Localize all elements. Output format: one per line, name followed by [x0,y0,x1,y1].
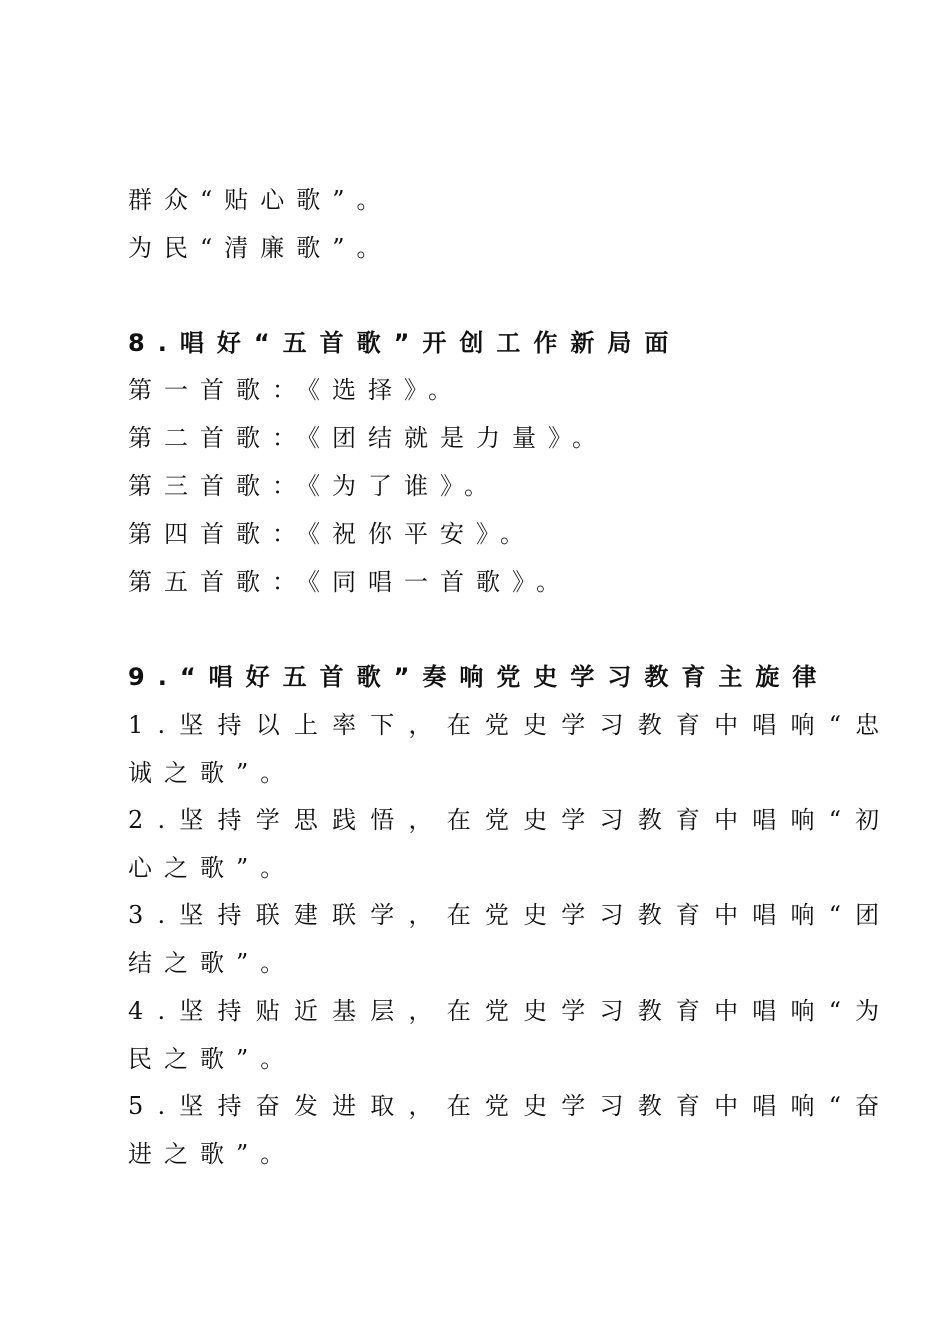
section-8-heading: 8.唱好“五首歌”开创工作新局面 [128,329,682,357]
paragraph-line: 1.坚持以上率下，在党史学习教育中唱响“忠 [128,711,894,739]
list-item: 第二首歌：《团结就是力量》。 [128,424,608,452]
text-line: 为民“清廉歌”。 [128,234,393,262]
list-item: 第三首歌：《为了谁》。 [128,472,500,500]
paragraph-line: 4.坚持贴近基层，在党史学习教育中唱响“为 [128,997,894,1025]
paragraph-line: 民之歌”。 [128,1045,297,1073]
paragraph-line: 结之歌”。 [128,949,297,977]
paragraph-line: 2.坚持学思践悟，在党史学习教育中唱响“初 [128,806,894,834]
paragraph-line: 3.坚持联建联学，在党史学习教育中唱响“团 [128,901,894,929]
paragraph-line: 诚之歌”。 [128,759,297,787]
paragraph-line: 进之歌”。 [128,1140,297,1168]
paragraph-line: 心之歌”。 [128,854,297,882]
text-line: 群众“贴心歌”。 [128,186,393,214]
list-item: 第一首歌：《选择》。 [128,376,464,404]
paragraph-line: 5.坚持奋发进取，在党史学习教育中唱响“奋 [128,1092,894,1120]
section-9-heading: 9.“唱好五首歌”奏响党史学习教育主旋律 [128,663,830,691]
list-item: 第四首歌：《祝你平安》。 [128,520,536,548]
list-item: 第五首歌：《同唱一首歌》。 [128,568,572,596]
